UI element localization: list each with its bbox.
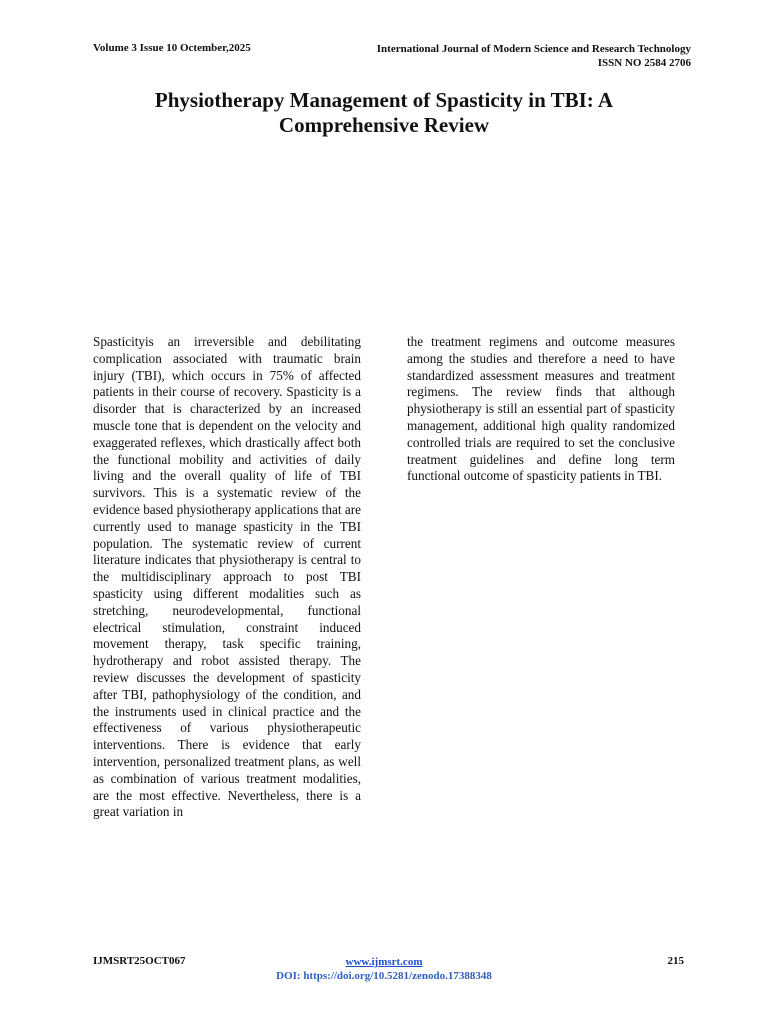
journal-issn: ISSN NO 2584 2706 bbox=[597, 57, 691, 69]
journal-header bbox=[377, 42, 691, 70]
abstract-column-right: the treatment regimens and outcome measures among the studies and therefore a need to have standardized assessment measures and treatment regimens. The review finds that although physiotherapy is still an essential part of spasticity management, additional high quality randomized controlled trials are required to set the conclusive treatment guidelines and define long term functional outcome of spasticity patients in TBI. bbox=[407, 334, 675, 484]
paper-id: IJMSRT25OCT067 bbox=[93, 955, 186, 967]
website-link[interactable]: www.ijmsrt.com bbox=[345, 956, 423, 968]
journal-volume-issue: Volume 3 Issue 10 Octember,2025 bbox=[93, 42, 251, 54]
footer-links bbox=[234, 955, 534, 983]
doi-text: DOI: https://doi.org/10.5281/zenodo.17388348 bbox=[276, 970, 492, 982]
journal-name: International Journal of Modern Science and Research Technology bbox=[376, 43, 691, 55]
abstract-column-left: Spasticityis an irreversible and debilitating complication associated with traumatic brain injury (TBI), which occurs in 75% of affected patients in their course of recovery. Spasticity is a disorder that is characterized by an increased muscle tone that is dependent on the velocity and exaggerated reflexes, which drastically affect both the functional mobility and activities of daily living and the overall quality of life of TBI survivors. This is a systematic review of the evidence based physiotherapy applications that are currently used to manage spasticity in the TBI population. The systematic review of current literature indicates that physiotherapy is central to the multidisciplinary approach to post TBI spasticity using different modalities such as stretching, neurodevelopmental, functional electrical stimulation, constraint induced movement therapy, task specific training, hydrotherapy and robot assisted therapy. The review discusses the development of spasticity after TBI, pathophysiology of the condition, and the instruments used in clinical practice and the effectiveness of various physiotherapeutic interventions. There is evidence that early intervention, personalized treatment plans, as well as combination of various treatment modalities, are the most effective. Nevertheless, there is a great variation in bbox=[93, 334, 361, 820]
page-number: 215 bbox=[667, 955, 684, 967]
paper-title: Physiotherapy Management of Spasticity in TBI: A Comprehensive Review bbox=[154, 88, 614, 137]
